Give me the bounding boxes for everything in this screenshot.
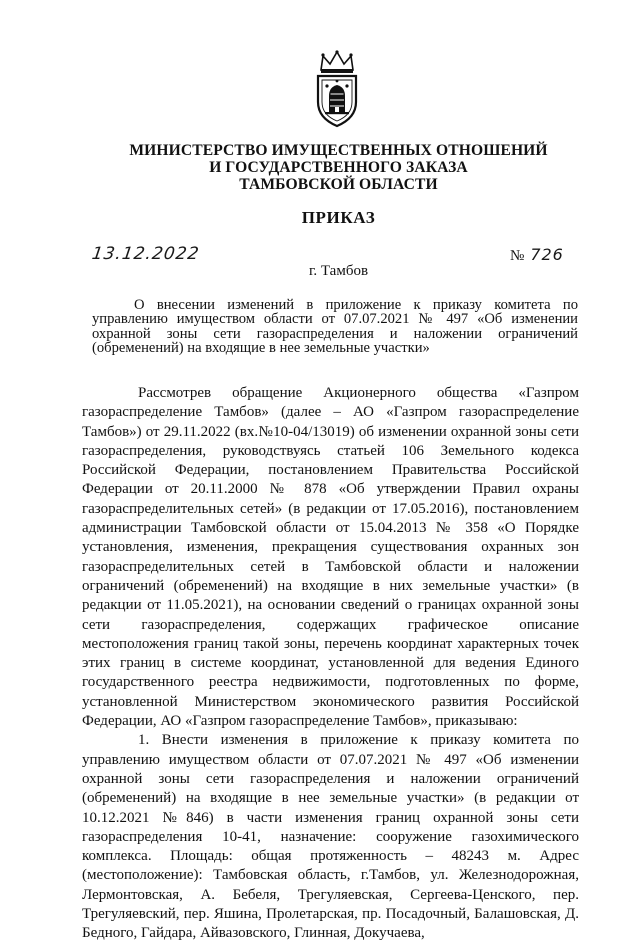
ministry-name [60, 142, 617, 193]
order-date: 13.12.2022 [90, 244, 201, 264]
number-sign: № [510, 248, 525, 264]
order-body [82, 384, 579, 944]
issue-city: г. Тамбов [308, 263, 369, 279]
tambov-coat-of-arms-icon [311, 50, 363, 130]
order-number [510, 245, 564, 265]
ministry-name-line-3: ТАМБОВСКОЙ ОБЛАСТИ [239, 176, 438, 193]
body-paragraph-item-1: 1. Внести изменения в приложение к приказу комитета по управлению имуществом области от 07.07.2021 № 497 «Об изменении охранной зоны сети газораспределения и наложении ограничений (обременений) на входящие в нее земельные участки» (в редакции от 10.12.2021 №846) в части изменения границ охранной зоны сети газораспределения 10-41, назначение: сооружение газохимического комплекса. Площадь: общая протяженность – 48243 м. Адрес (местоположение): Тамбовская область, г.Тамбов, ул. Железнодорожная, Лермонтовская, А. Бебеля, Трегуляевская, Сергеева-Ценского, пер. Трегуляевский, пер. Яшина, Пролетарская, пр. Посадочный, Балашовская, Д. Бедного, Гайдара, Айвазовского, Глинная, Докучаева, [82, 732, 579, 942]
ministry-name-line-2: И ГОСУДАРСТВЕННОГО ЗАКАЗА [209, 159, 468, 176]
document-title: ПРИКАЗ [301, 208, 376, 227]
order-number-value: 726 [530, 245, 564, 264]
order-subject: О внесении изменений в приложение к приказу комитета по управлению имуществом области от 07.07.2021 № 497 «Об изменении охранной зоны сети газораспределения и наложении ограничений (обременений) на входящие в нее земельные участки» [92, 297, 578, 357]
ministry-name-line-1: МИНИСТЕРСТВО ИМУЩЕСТВЕННЫХ ОТНОШЕНИЙ [129, 142, 548, 159]
body-paragraph-preamble: Рассмотрев обращение Акционерного общества «Газпром газораспределение Тамбов» (далее – АО «Газпром газораспределение Тамбов») от 29.11.2022 (вх.№10-04/13019) об изменении охранной зоны сети газораспределения, руководствуясь статьей 106 Земельного кодекса Российской Федерации, постановлением Правительства Российской Федерации от 20.11.2000 № 878 «Об утверждении Правил охраны газораспределительных сетей» (в редакции от 17.05.2016), постановлением администрации Тамбовской области от 15.04.2013 № 358 «О Порядке установления, изменения, прекращения существования охранных зон газораспределительных сетей в Тамбовской области и наложении ограничений (обременений) на входящие в них земельные участки» (в редакции от 11.05.2021), на основании сведений о границах охранной зоны сети газораспределения, содержащих графическое описание местоположения границ такой зоны, перечень координат характерных точек этих границ в системе координат, установленной для ведения Единого государственного реестра недвижимости, подготовленных по форме, установленной Министерством экономического развития Российской Федерации, АО «Газпром газораспределение Тамбов», приказываю: [82, 385, 579, 730]
